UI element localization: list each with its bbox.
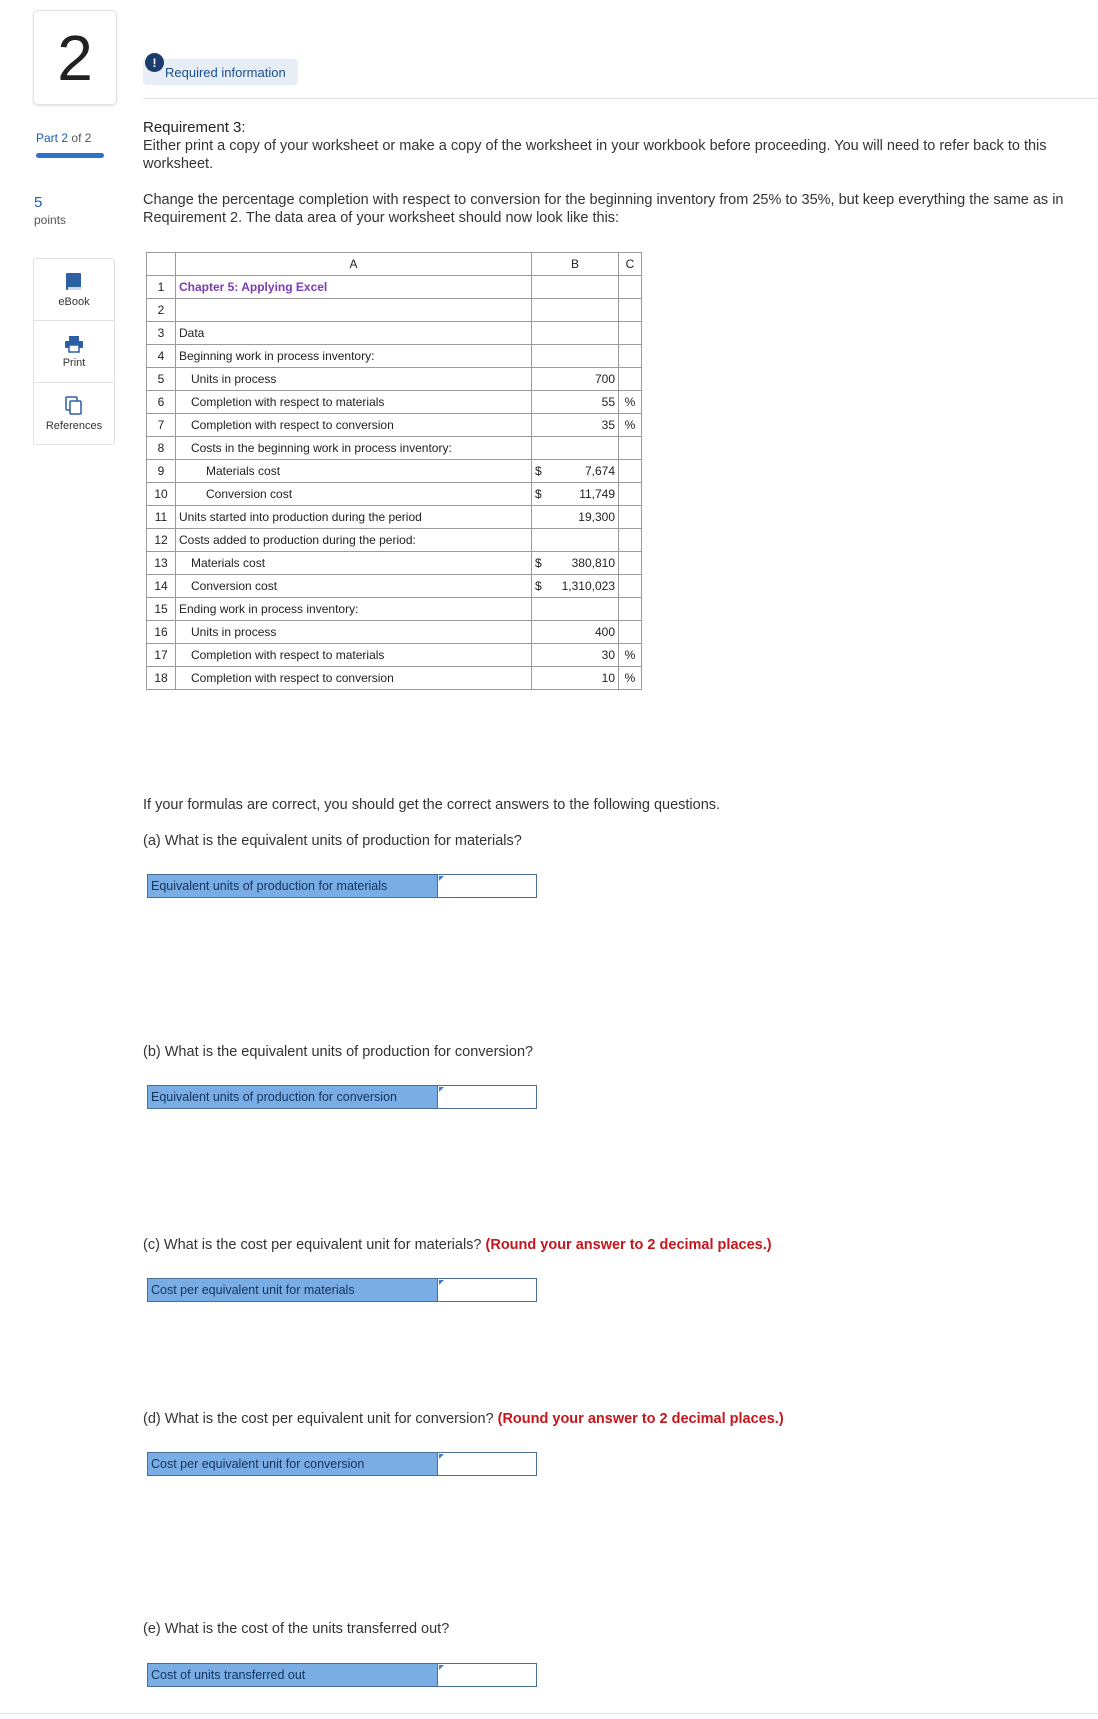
row-number: 8 (147, 437, 176, 460)
cell-c (619, 322, 642, 345)
question-a (143, 833, 522, 849)
currency-cell (535, 579, 615, 593)
row-number: 3 (147, 322, 176, 345)
answer-row-e (147, 1663, 537, 1687)
cell-b: 35 (532, 414, 619, 437)
worksheet-row (147, 667, 642, 690)
after-table-text: If your formulas are correct, you should get the correct answers to the following questions. (143, 797, 721, 813)
cell-b-value: 7,674 (584, 464, 615, 478)
part-label: Part (36, 131, 59, 145)
cell-b (532, 552, 619, 575)
cell-a: Costs in the beginning work in process inventory: (176, 437, 532, 460)
row-number: 9 (147, 460, 176, 483)
cell-b (532, 345, 619, 368)
cell-a: Completion with respect to conversion (176, 667, 532, 690)
question-b (143, 1044, 533, 1060)
cell-b: 30 (532, 644, 619, 667)
answer-row-b (147, 1085, 537, 1109)
references-label: References (45, 419, 103, 432)
worksheet-row (147, 276, 642, 299)
instruction-paragraph-2: Change the percentage completion with respect to conversion for the beginning inventory from 25% to 35%, but keep everything the same as in Requirement 2. The data area of your worksheet should now look like this: (143, 192, 1064, 226)
cell-c (619, 368, 642, 391)
row-number: 15 (147, 598, 176, 621)
cell-a: Beginning work in process inventory: (176, 345, 532, 368)
cell-b: 55 (532, 391, 619, 414)
answer-input-d[interactable] (438, 1453, 536, 1475)
cell-a: Data (176, 322, 532, 345)
cell-c (619, 276, 642, 299)
cell-a: Units in process (176, 368, 532, 391)
currency-cell (535, 487, 615, 501)
row-number: 13 (147, 552, 176, 575)
divider (143, 98, 1098, 99)
answer-label-a: Equivalent units of production for materials (148, 875, 438, 897)
points-label: points (34, 213, 67, 227)
question-d-text: (d) What is the cost per equivalent unit for conversion? (143, 1411, 494, 1427)
currency-symbol: $ (535, 487, 542, 501)
cell-b: 700 (532, 368, 619, 391)
worksheet-row (147, 322, 642, 345)
cell-a: Costs added to production during the period: (176, 529, 532, 552)
bottom-divider (0, 1713, 1098, 1714)
required-info-label: Required information (165, 64, 286, 80)
requirement-title: Requirement 3: (143, 119, 246, 136)
cell-c (619, 437, 642, 460)
cell-b (532, 437, 619, 460)
worksheet-row (147, 483, 642, 506)
cell-c (619, 506, 642, 529)
answer-row-d (147, 1452, 537, 1476)
corner-cell (147, 253, 176, 276)
answer-input-c[interactable] (438, 1279, 536, 1301)
cell-c (619, 552, 642, 575)
cell-c: % (619, 414, 642, 437)
cell-c: % (619, 667, 642, 690)
cell-b (532, 322, 619, 345)
row-number: 12 (147, 529, 176, 552)
cell-c (619, 460, 642, 483)
question-c (143, 1237, 772, 1253)
row-number: 18 (147, 667, 176, 690)
worksheet-row (147, 506, 642, 529)
row-number: 11 (147, 506, 176, 529)
cell-b (532, 460, 619, 483)
cell-b (532, 529, 619, 552)
references-button[interactable] (34, 383, 114, 444)
book-icon (65, 272, 83, 292)
tools-panel (33, 258, 115, 445)
worksheet-row (147, 437, 642, 460)
required-information-tab[interactable] (143, 59, 298, 85)
row-number: 1 (147, 276, 176, 299)
row-number: 5 (147, 368, 176, 391)
references-icon (65, 396, 83, 416)
cell-c: % (619, 644, 642, 667)
worksheet-row (147, 391, 642, 414)
worksheet-row (147, 529, 642, 552)
column-header-b: B (532, 253, 619, 276)
answer-input-b[interactable] (438, 1086, 536, 1108)
column-header-row (147, 253, 642, 276)
worksheet-row (147, 460, 642, 483)
cell-c (619, 529, 642, 552)
worksheet-row (147, 598, 642, 621)
cell-b-value: 1,310,023 (561, 579, 615, 593)
worksheet-row (147, 621, 642, 644)
ebook-label: eBook (58, 295, 90, 308)
currency-cell (535, 556, 615, 570)
part-progress-bar (36, 153, 104, 158)
question-c-note: (Round your answer to 2 decimal places.) (485, 1237, 772, 1253)
print-label: Print (62, 356, 86, 369)
answer-input-a[interactable] (438, 875, 536, 897)
cell-c (619, 621, 642, 644)
cell-b (532, 276, 619, 299)
cell-a: Units started into production during the period (176, 506, 532, 529)
question-d (143, 1411, 784, 1427)
cell-c (619, 299, 642, 322)
cell-b (532, 575, 619, 598)
worksheet-row (147, 299, 642, 322)
worksheet-table (146, 252, 642, 690)
question-number: 2 (33, 10, 117, 105)
cell-b: 10 (532, 667, 619, 690)
cell-a: Conversion cost (176, 575, 532, 598)
column-header-c: C (619, 253, 642, 276)
cell-c (619, 598, 642, 621)
answer-label-c: Cost per equivalent unit for materials (148, 1279, 438, 1301)
instruction-paragraph-1: Either print a copy of your worksheet or make a copy of the worksheet in your workbook before proceeding. You will need to refer back to this worksheet. (143, 138, 1047, 172)
question-d-note: (Round your answer to 2 decimal places.) (497, 1411, 784, 1427)
alert-icon: ! (145, 53, 164, 72)
currency-symbol: $ (535, 579, 542, 593)
worksheet-row (147, 345, 642, 368)
row-number: 4 (147, 345, 176, 368)
row-number: 7 (147, 414, 176, 437)
print-icon (64, 335, 84, 353)
cell-a: Completion with respect to materials (176, 391, 532, 414)
cell-b: 19,300 (532, 506, 619, 529)
worksheet-row (147, 368, 642, 391)
cell-b (532, 598, 619, 621)
cell-c (619, 345, 642, 368)
row-number: 16 (147, 621, 176, 644)
currency-cell (535, 464, 615, 478)
row-number: 6 (147, 391, 176, 414)
row-number: 14 (147, 575, 176, 598)
question-e (143, 1621, 449, 1637)
cell-c: % (619, 391, 642, 414)
cell-c (619, 483, 642, 506)
question-c-text: (c) What is the cost per equivalent unit for materials? (143, 1237, 482, 1253)
cell-b (532, 483, 619, 506)
answer-input-e[interactable] (438, 1664, 536, 1686)
answer-label-b: Equivalent units of production for conversion (148, 1086, 438, 1108)
cell-c (619, 575, 642, 598)
answer-label-d: Cost per equivalent unit for conversion (148, 1453, 438, 1475)
question-b-text: (b) What is the equivalent units of production for conversion? (143, 1044, 534, 1060)
cell-b: 400 (532, 621, 619, 644)
answer-row-c (147, 1278, 537, 1302)
cell-a: Materials cost (176, 460, 532, 483)
cell-a: Ending work in process inventory: (176, 598, 532, 621)
answer-row-a (147, 874, 537, 898)
worksheet-row (147, 644, 642, 667)
answer-label-e: Cost of units transferred out (148, 1664, 438, 1686)
cell-a: Units in process (176, 621, 532, 644)
cell-a: Chapter 5: Applying Excel (176, 276, 532, 299)
currency-symbol: $ (535, 556, 542, 570)
cell-a: Completion with respect to conversion (176, 414, 532, 437)
worksheet-row (147, 552, 642, 575)
worksheet-row (147, 414, 642, 437)
row-number: 2 (147, 299, 176, 322)
print-button[interactable] (34, 321, 114, 383)
part-indicator (36, 131, 91, 145)
cell-b-value: 380,810 (571, 556, 615, 570)
row-number: 17 (147, 644, 176, 667)
currency-symbol: $ (535, 464, 542, 478)
cell-a: Completion with respect to materials (176, 644, 532, 667)
worksheet-body (147, 276, 642, 690)
part-of: of 2 (71, 131, 92, 145)
cell-a (176, 299, 532, 322)
row-number: 10 (147, 483, 176, 506)
column-header-a: A (176, 253, 532, 276)
points-value: 5 (34, 194, 43, 211)
question-a-text: (a) What is the equivalent units of production for materials? (143, 833, 522, 849)
part-current: 2 (61, 131, 69, 145)
ebook-button[interactable] (34, 259, 114, 321)
cell-a: Materials cost (176, 552, 532, 575)
cell-a: Conversion cost (176, 483, 532, 506)
cell-b-value: 11,749 (579, 487, 615, 501)
question-e-text: (e) What is the cost of the units transferred out? (143, 1621, 450, 1637)
cell-b (532, 299, 619, 322)
worksheet-row (147, 575, 642, 598)
